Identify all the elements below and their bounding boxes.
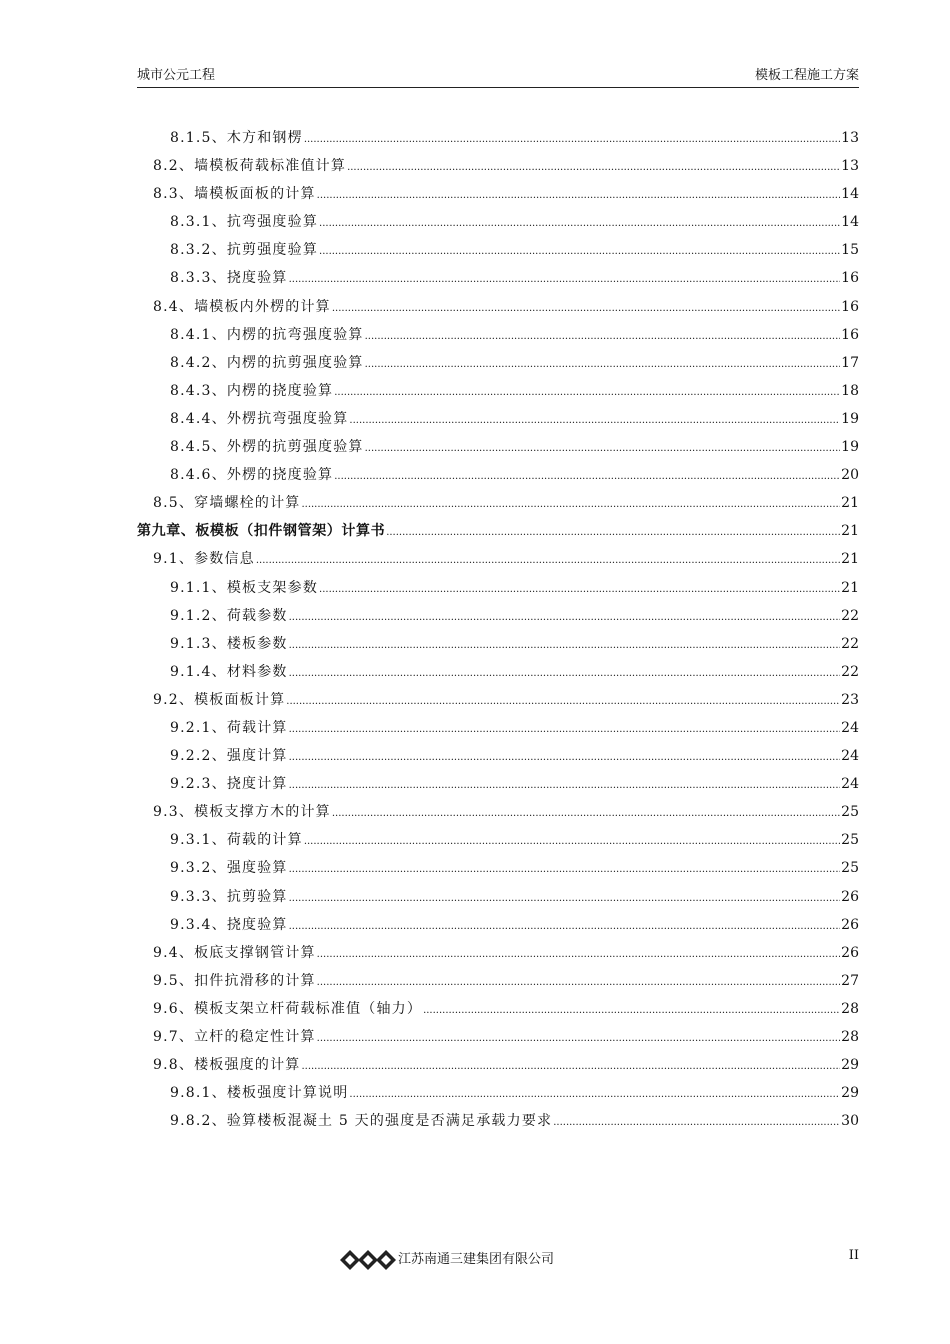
toc-entry-title: 9.8、楼板强度的计算 bbox=[153, 1057, 301, 1074]
toc-dot-leader bbox=[349, 1084, 840, 1106]
toc-entry-page: 21 bbox=[841, 551, 859, 568]
toc-dot-leader bbox=[289, 663, 841, 685]
toc-dot-leader bbox=[349, 410, 840, 432]
toc-entry-page: 22 bbox=[841, 663, 859, 680]
toc-dot-leader bbox=[332, 803, 840, 825]
toc-entry-title: 9.4、板底支撑钢管计算 bbox=[153, 944, 316, 961]
toc-entry-page: 21 bbox=[841, 523, 859, 540]
toc-entry-title: 9.3、模板支撑方木的计算 bbox=[153, 804, 331, 821]
footer-company-name: 江苏南通三建集团有限公司 bbox=[398, 1252, 555, 1267]
toc-entry[interactable] bbox=[137, 717, 859, 745]
toc-entry-page: 13 bbox=[841, 158, 859, 175]
toc-entry[interactable] bbox=[137, 1082, 859, 1110]
toc-dot-leader bbox=[423, 1000, 840, 1022]
toc-entry-page: 21 bbox=[841, 579, 859, 596]
toc-entry-title: 9.1.3、楼板参数 bbox=[170, 635, 288, 652]
toc-entry-title: 8.4.2、内楞的抗剪强度验算 bbox=[170, 354, 364, 371]
toc-entry-title: 9.7、立杆的稳定性计算 bbox=[153, 1029, 316, 1045]
toc-entry[interactable] bbox=[137, 436, 859, 464]
toc-entry[interactable] bbox=[137, 942, 859, 970]
toc-entry-page: 13 bbox=[841, 130, 859, 146]
toc-entry-page: 19 bbox=[841, 439, 859, 456]
page-header bbox=[137, 68, 859, 88]
toc-entry[interactable] bbox=[137, 239, 859, 267]
toc-dot-leader bbox=[317, 972, 841, 994]
toc-entry[interactable] bbox=[137, 127, 859, 155]
toc-entry-page: 16 bbox=[841, 298, 859, 315]
toc-dot-leader bbox=[289, 888, 841, 910]
toc-dot-leader bbox=[319, 579, 840, 601]
toc-entry-page: 22 bbox=[841, 607, 859, 624]
toc-entry[interactable] bbox=[137, 857, 859, 885]
toc-entry-title: 9.8.1、楼板强度计算说明 bbox=[170, 1085, 349, 1102]
toc-dot-leader bbox=[317, 1028, 841, 1050]
toc-dot-leader bbox=[332, 298, 840, 320]
toc-entry-page: 25 bbox=[841, 860, 859, 877]
toc-entry[interactable] bbox=[137, 661, 859, 689]
toc-entry-title: 8.3.3、挠度验算 bbox=[170, 270, 288, 287]
toc-entry[interactable] bbox=[137, 324, 859, 352]
toc-entry[interactable] bbox=[137, 886, 859, 914]
toc-entry[interactable] bbox=[137, 296, 859, 324]
toc-dot-leader bbox=[289, 719, 841, 741]
toc-dot-leader bbox=[334, 382, 840, 404]
toc-entry[interactable] bbox=[137, 464, 859, 492]
toc-dot-leader bbox=[286, 691, 840, 713]
toc-entry[interactable] bbox=[137, 408, 859, 436]
toc-entry[interactable] bbox=[137, 155, 859, 183]
toc-dot-leader bbox=[289, 269, 841, 291]
toc-entry[interactable] bbox=[137, 492, 859, 520]
toc-entry[interactable] bbox=[137, 183, 859, 211]
toc-entry-page: 29 bbox=[841, 1057, 859, 1074]
toc-entry-page: 24 bbox=[841, 719, 859, 736]
toc-entry[interactable] bbox=[137, 633, 859, 661]
toc-entry[interactable] bbox=[137, 211, 859, 239]
toc-entry-title: 9.3.1、荷载的计算 bbox=[170, 832, 303, 849]
toc-dot-leader bbox=[304, 129, 840, 151]
toc-entry-page: 22 bbox=[841, 635, 859, 652]
toc-dot-leader bbox=[289, 607, 841, 629]
toc-entry-title: 8.3.2、抗剪强度验算 bbox=[170, 242, 319, 259]
toc-entry-title: 9.1.4、材料参数 bbox=[170, 663, 288, 680]
toc-entry-page: 16 bbox=[841, 270, 859, 287]
toc-dot-leader bbox=[334, 466, 840, 488]
toc-entry-page: 14 bbox=[841, 214, 859, 231]
toc-entry-page: 26 bbox=[841, 944, 859, 961]
toc-entry[interactable] bbox=[137, 773, 859, 801]
toc-dot-leader bbox=[365, 438, 841, 460]
toc-entry-page: 25 bbox=[841, 804, 859, 821]
header-project-name: 城市公元工程 bbox=[137, 68, 216, 83]
toc-entry-page: 21 bbox=[841, 495, 859, 512]
toc-entry[interactable] bbox=[137, 914, 859, 942]
toc-dot-leader bbox=[289, 916, 841, 938]
toc-entry[interactable] bbox=[137, 745, 859, 773]
page-footer bbox=[0, 1246, 950, 1274]
toc-entry[interactable] bbox=[137, 801, 859, 829]
toc-entry[interactable] bbox=[137, 520, 859, 548]
toc-entry-title: 9.1、参数信息 bbox=[153, 551, 255, 568]
toc-entry-title: 8.4、墙模板内外楞的计算 bbox=[153, 298, 331, 315]
toc-entry[interactable] bbox=[137, 267, 859, 295]
toc-entry-page: 14 bbox=[841, 186, 859, 203]
toc-entry[interactable] bbox=[137, 605, 859, 633]
toc-entry[interactable] bbox=[137, 577, 859, 605]
toc-entry-title: 8.2、墙模板荷载标准值计算 bbox=[153, 158, 347, 175]
toc-entry-title: 8.4.6、外楞的挠度验算 bbox=[170, 467, 334, 484]
page-number: II bbox=[848, 1248, 859, 1263]
toc-entry-title: 9.1.1、模板支架参数 bbox=[170, 579, 319, 596]
table-of-contents bbox=[137, 127, 859, 1138]
toc-entry-title: 8.4.5、外楞的抗剪强度验算 bbox=[170, 439, 364, 456]
toc-entry-title: 9.6、模板支架立杆荷载标准值（轴力） bbox=[153, 1000, 423, 1017]
toc-entry-page: 25 bbox=[841, 832, 859, 849]
toc-entry-title: 9.2、模板面板计算 bbox=[153, 691, 286, 708]
toc-entry[interactable] bbox=[137, 1110, 859, 1138]
toc-entry-title: 8.4.4、外楞抗弯强度验算 bbox=[170, 410, 349, 427]
three-diamond-logo-icon bbox=[340, 1250, 396, 1270]
toc-entry[interactable] bbox=[137, 1054, 859, 1082]
toc-entry[interactable] bbox=[137, 380, 859, 408]
toc-dot-leader bbox=[301, 1056, 840, 1078]
toc-entry[interactable] bbox=[137, 1026, 859, 1054]
toc-entry-page: 15 bbox=[841, 242, 859, 259]
toc-entry-title: 9.2.3、挠度计算 bbox=[170, 776, 288, 793]
header-document-title: 模板工程施工方案 bbox=[754, 68, 859, 83]
toc-dot-leader bbox=[347, 157, 840, 179]
toc-entry-title: 9.2.1、荷载计算 bbox=[170, 719, 288, 736]
toc-entry-title: 9.2.2、强度计算 bbox=[170, 748, 288, 765]
toc-entry-title: 8.1.5、木方和钢楞 bbox=[170, 130, 303, 146]
toc-entry-title: 9.8.2、验算楼板混凝土 5 天的强度是否满足承载力要求 bbox=[170, 1113, 553, 1130]
toc-entry-title: 9.3.4、挠度验算 bbox=[170, 916, 288, 933]
toc-entry-page: 18 bbox=[841, 382, 859, 399]
toc-dot-leader bbox=[317, 944, 841, 966]
toc-entry[interactable] bbox=[137, 352, 859, 380]
toc-dot-leader bbox=[386, 522, 840, 544]
toc-dot-leader bbox=[319, 213, 840, 235]
toc-entry-page: 19 bbox=[841, 410, 859, 427]
toc-entry[interactable] bbox=[137, 689, 859, 717]
toc-entry-page: 17 bbox=[841, 354, 859, 371]
toc-entry-title: 8.5、穿墙螺栓的计算 bbox=[153, 495, 301, 512]
toc-entry-page: 30 bbox=[841, 1113, 859, 1130]
toc-entry-page: 20 bbox=[841, 467, 859, 484]
toc-entry-page: 29 bbox=[841, 1085, 859, 1102]
toc-entry-title: 9.3.2、强度验算 bbox=[170, 860, 288, 877]
toc-dot-leader bbox=[256, 550, 840, 572]
toc-entry-title: 第九章、板模板（扣件钢管架）计算书 bbox=[137, 523, 386, 540]
toc-entry-page: 26 bbox=[841, 916, 859, 933]
toc-entry-page: 24 bbox=[841, 748, 859, 765]
toc-entry-title: 8.3、墙模板面板的计算 bbox=[153, 186, 316, 203]
toc-dot-leader bbox=[304, 831, 840, 853]
toc-entry-title: 8.4.3、内楞的挠度验算 bbox=[170, 382, 334, 399]
toc-entry[interactable] bbox=[137, 970, 859, 998]
toc-entry-page: 28 bbox=[841, 1029, 859, 1045]
toc-entry-page: 24 bbox=[841, 776, 859, 793]
toc-dot-leader bbox=[365, 326, 841, 348]
toc-entry-title: 9.1.2、荷载参数 bbox=[170, 607, 288, 624]
toc-entry[interactable] bbox=[137, 548, 859, 576]
toc-entry-title: 8.3.1、抗弯强度验算 bbox=[170, 214, 319, 231]
toc-dot-leader bbox=[553, 1112, 840, 1134]
toc-entry-page: 23 bbox=[841, 691, 859, 708]
toc-dot-leader bbox=[289, 747, 841, 769]
toc-entry-page: 26 bbox=[841, 888, 859, 905]
toc-dot-leader bbox=[319, 241, 840, 263]
toc-dot-leader bbox=[289, 635, 841, 657]
toc-entry-page: 16 bbox=[841, 326, 859, 343]
toc-dot-leader bbox=[317, 185, 841, 207]
toc-entry-page: 27 bbox=[841, 972, 859, 989]
toc-entry-page: 28 bbox=[841, 1000, 859, 1017]
toc-dot-leader bbox=[365, 354, 841, 376]
toc-entry-title: 9.5、扣件抗滑移的计算 bbox=[153, 972, 316, 989]
toc-dot-leader bbox=[289, 775, 841, 797]
toc-entry-title: 9.3.3、抗剪验算 bbox=[170, 888, 288, 905]
toc-dot-leader bbox=[289, 859, 841, 881]
toc-entry[interactable] bbox=[137, 998, 859, 1026]
toc-dot-leader bbox=[301, 494, 840, 516]
toc-entry[interactable] bbox=[137, 829, 859, 857]
toc-entry-title: 8.4.1、内楞的抗弯强度验算 bbox=[170, 326, 364, 343]
